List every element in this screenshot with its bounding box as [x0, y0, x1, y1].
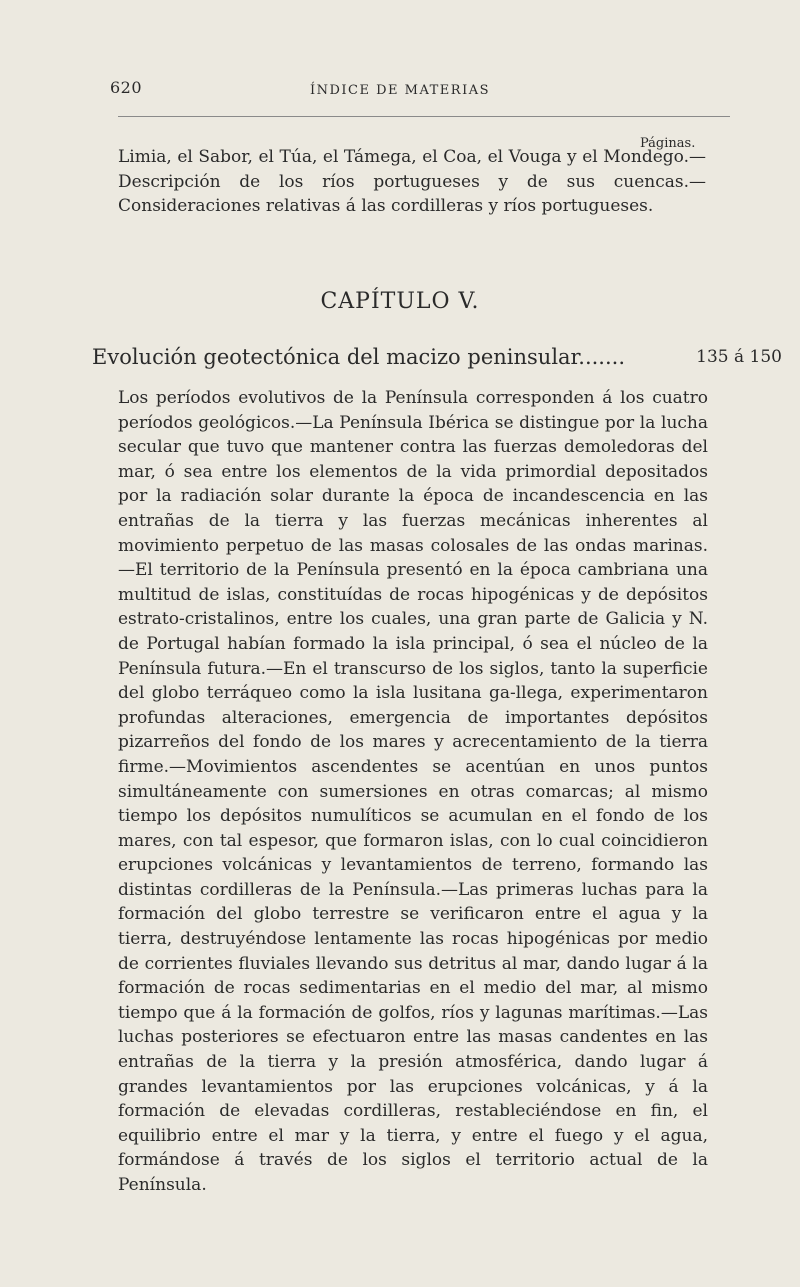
section-page-range: 135 á 150 — [696, 347, 782, 367]
summary-paragraph: Los períodos evolutivos de la Península corresponden á los cuatro períodos geológicos.—La Península Ibérica se distingue por la lucha secular que tuvo que mantener contra las fuerzas demoledoras del mar, ó sea entre los elementos de la vida primordial depositados por la radiación solar durante la época de incandescencia en las entrañas de la tierra y las fuerzas mecánicas inherentes al movimiento perpetuo de las masas colosales de las ondas marinas.—El territorio de la Península presentó en la época cambriana una multitud de islas, constituídas de rocas hipogénicas y de depósitos estrato-cristalinos, entre los cuales, una gran parte de Galicia y N. de Portugal habían formado la isla principal, ó sea el núcleo de la Península futura.—En el transcurso de los siglos, tanto la superficie del globo terráqueo como la isla lusitana ga-llega, experimentaron profundas alteraciones, emergencia de importantes depósitos pizarreños del fondo de los mares y acrecentamiento de la tierra firme.—Movimientos ascendentes se acentúan en unos puntos simultáneamente con sumersiones en otras comarcas; al mismo tiempo los depósitos numulíticos se acumulan en el fondo de los mares, con tal espesor, que formaron islas, con lo cual coincidieron erupciones volcánicas y levantamientos de terreno, formando las distintas cordilleras de la Península.—Las primeras luchas para la formación del globo terrestre se verificaron entre el agua y la tierra, destruyéndose lentamente las rocas hipogénicas por medio de corrientes fluviales llevando sus detritus al mar, dando lugar á la formación de rocas sedimentarias en el medio del mar, al mismo tiempo que á la formación de golfos, ríos y lagunas marítimas.—Las luchas posteriores se efectuaron entre las masas candentes en las entrañas de la tierra y la presión atmosférica, dando lugar á grandes levantamientos por las erupciones volcánicas, y á la formación de elevadas cordilleras, restableciéndose en fin, el equilibrio entre el mar y la tierra, y entre el fuego y el agua, formándose á través de los siglos el territorio actual de la Península. — [118, 388, 708, 1195]
intro-paragraph: Limia, el Sabor, el Túa, el Támega, el Coa, el Vouga y el Mondego.—Descripción de los ríos portugueses y de sus cuencas.—Consideraciones relativas á las cordilleras y ríos portugueses. — [118, 147, 706, 217]
pages-column-label: Páginas. — [640, 136, 696, 151]
page-number: 620 — [110, 78, 143, 97]
section-entry — [92, 345, 782, 375]
running-title: ÍNDICE DE MATERIAS — [309, 83, 491, 98]
header-rule — [118, 116, 730, 117]
chapter-heading: CAPÍTULO V. — [320, 289, 480, 314]
section-title: Evolución geotectónica del macizo peninsular....... — [92, 345, 626, 369]
chapter-summary — [118, 386, 708, 1198]
